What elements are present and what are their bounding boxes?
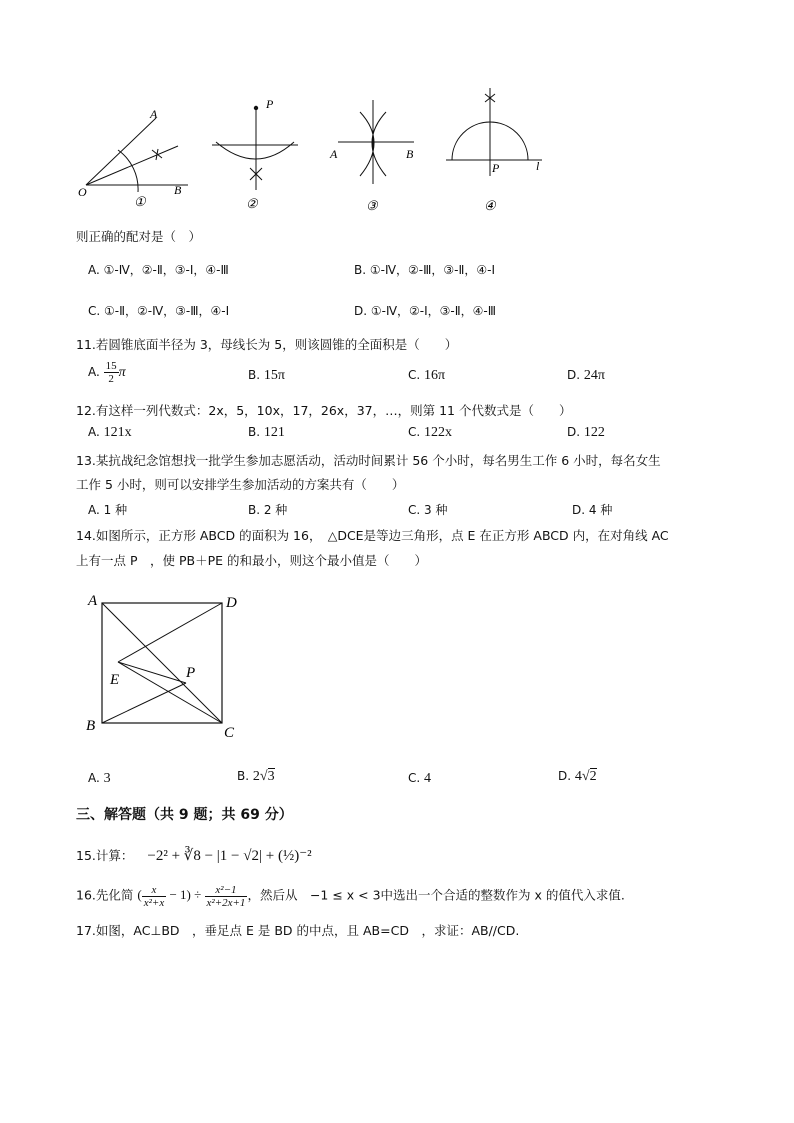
q11-b-val: 15π (263, 368, 285, 383)
q14-fig-label-A: A (88, 593, 98, 609)
fig1-label-B: B (174, 183, 182, 197)
figure-1 (78, 107, 188, 209)
q14-d-radicand: 2 (589, 769, 597, 784)
q11-a-pi: π (118, 365, 126, 380)
q14-fig-label-D: D (226, 595, 237, 611)
q12-option-a[interactable] (88, 425, 132, 441)
q12-d-val: 122 (583, 425, 605, 440)
fig2-label-P: P (266, 97, 274, 111)
fig2-number: ② (246, 196, 258, 211)
q11-c-val: 16π (424, 368, 446, 383)
q16-line (76, 884, 625, 909)
q14-option-d[interactable] (558, 769, 597, 785)
q14-b-coef: 2 (252, 769, 260, 784)
fig1-number: ① (134, 194, 146, 209)
q14-b-radicand: 3 (267, 769, 275, 784)
q15-line (76, 846, 312, 865)
q14-d-prefix: D. (558, 769, 572, 783)
q14-d-coef: 4 (574, 769, 582, 784)
fig3-label-B: B (406, 147, 414, 161)
q11-d-val: 24π (583, 368, 605, 383)
q11-a-prefix: A. (88, 365, 100, 379)
q14-option-c[interactable] (408, 771, 431, 787)
q10-stem: 则正确的配对是（ ） (76, 229, 202, 244)
q11-a-den: 2 (108, 373, 114, 385)
q11-option-b[interactable] (248, 368, 285, 384)
q14-fig-label-C: C (224, 725, 235, 741)
fig1-label-O: O (78, 185, 87, 199)
q10-figures (70, 80, 560, 220)
figure-4 (446, 88, 542, 213)
q12-c-val: 122x (424, 425, 453, 440)
q12-option-b[interactable] (248, 425, 285, 441)
q16-expression: ( $\frac{x}{\text{x²+x}}$ − 1) ÷ $\frac{\text{x²−1}}{\text{x²+2x+1}}$ (137, 884, 246, 909)
q10-option-c[interactable]: C. ①-Ⅱ，②-Ⅳ，③-Ⅲ，④-Ⅰ (88, 304, 230, 318)
q14-fig-label-P: P (186, 665, 196, 681)
q12-a-val: 121x (103, 425, 132, 440)
q12-c-prefix: C. (408, 425, 421, 439)
q14-b-radical-sign: √ (259, 769, 268, 784)
q14-c-val: 4 (424, 771, 432, 786)
q12-stem: 12.有这样一列代数式：2x，5，10x，17，26x，37，…，则第 11 个代数式是（ ） (76, 403, 572, 418)
q13-stem-line2: 工作 5 小时，则可以安排学生参加活动的方案共有（ ） (76, 477, 405, 492)
q16-label: 16.先化简 (76, 887, 134, 903)
q10-option-a[interactable]: A. ①-Ⅳ，②-Ⅱ，③-Ⅰ，④-Ⅲ (88, 263, 229, 277)
q14-stem-line2: 上有一点 P ，使 PB＋PE 的和最小，则这个最小值是（ ） (76, 553, 428, 568)
q11-stem: 11.若圆锥底面半径为 3，母线长为 5，则该圆锥的全面积是（ ） (76, 337, 458, 352)
q14-a-prefix: A. (88, 771, 100, 785)
fig4-number: ④ (484, 198, 496, 213)
q15-label: 15.计算： (76, 848, 134, 863)
q13-stem-line1: 13.某抗战纪念馆想找一批学生参加志愿活动，活动时间累计 56 个小时，每名男生工作 6 小时，每名女生 (76, 453, 661, 468)
fig4-label-l: l (536, 159, 540, 173)
q13-option-d[interactable]: D. 4 种 (572, 503, 613, 517)
q14-option-a[interactable] (88, 771, 111, 787)
q14-d-radical-sign: √ (581, 769, 590, 784)
q14-stem-line1: 14.如图所示，正方形 ABCD 的面积为 16， △DCE是等边三角形，点 E 在正方形 ABCD 内，在对角线 AC (76, 528, 669, 543)
q12-option-c[interactable] (408, 425, 452, 441)
q13-option-c[interactable]: C. 3 种 (408, 503, 448, 517)
q11-c-prefix: C. (408, 368, 421, 382)
q10-option-d[interactable]: D. ①-Ⅳ，②-Ⅰ，③-Ⅱ，④-Ⅲ (354, 304, 497, 318)
q13-option-a[interactable]: A. 1 种 (88, 503, 128, 517)
q15-expression: −2² + ∛8 − |1 − √2| + (½)⁻² (147, 848, 312, 864)
section-3-title: 三、解答题（共 9 题；共 69 分） (76, 807, 293, 823)
q11-option-c[interactable] (408, 368, 445, 384)
q12-d-prefix: D. (567, 425, 581, 439)
q17-text: 17.如图，AC⊥BD ，垂足点 E 是 BD 的中点，且 AB=CD ，求证：AB//CD. (76, 923, 520, 938)
q14-c-prefix: C. (408, 771, 421, 785)
fig1-label-A: A (150, 107, 158, 121)
q10-option-b[interactable]: B. ①-Ⅳ，②-Ⅲ，③-Ⅱ，④-Ⅰ (354, 263, 496, 277)
q14-option-b[interactable] (237, 769, 275, 785)
q13-option-b[interactable]: B. 2 种 (248, 503, 288, 517)
fig4-label-P: P (492, 161, 500, 175)
q14-fig-label-E: E (110, 672, 120, 688)
q12-a-prefix: A. (88, 425, 100, 439)
q11-d-prefix: D. (567, 368, 581, 382)
figure-3 (329, 100, 414, 213)
q14-a-val: 3 (103, 771, 111, 786)
q11-option-d[interactable] (567, 368, 605, 384)
q11-option-a[interactable] (88, 360, 126, 385)
q11-a-num: 15 (105, 360, 117, 372)
q14-b-prefix: B. (237, 769, 250, 783)
q11-a-fraction (104, 360, 119, 385)
q12-b-val: 121 (263, 425, 285, 440)
fig3-label-A: A (330, 147, 338, 161)
q16-tail: ，然后从 −1 ≤ x < 3中选出一个合适的整数作为 x 的值代入求值. (247, 887, 625, 903)
q12-option-d[interactable] (567, 425, 605, 441)
q11-b-prefix: B. (248, 368, 261, 382)
figure-2 (212, 97, 298, 211)
q14-fig-label-B: B (86, 718, 96, 734)
q14-figure (80, 585, 250, 745)
fig3-number: ③ (366, 198, 378, 213)
q12-b-prefix: B. (248, 425, 261, 439)
